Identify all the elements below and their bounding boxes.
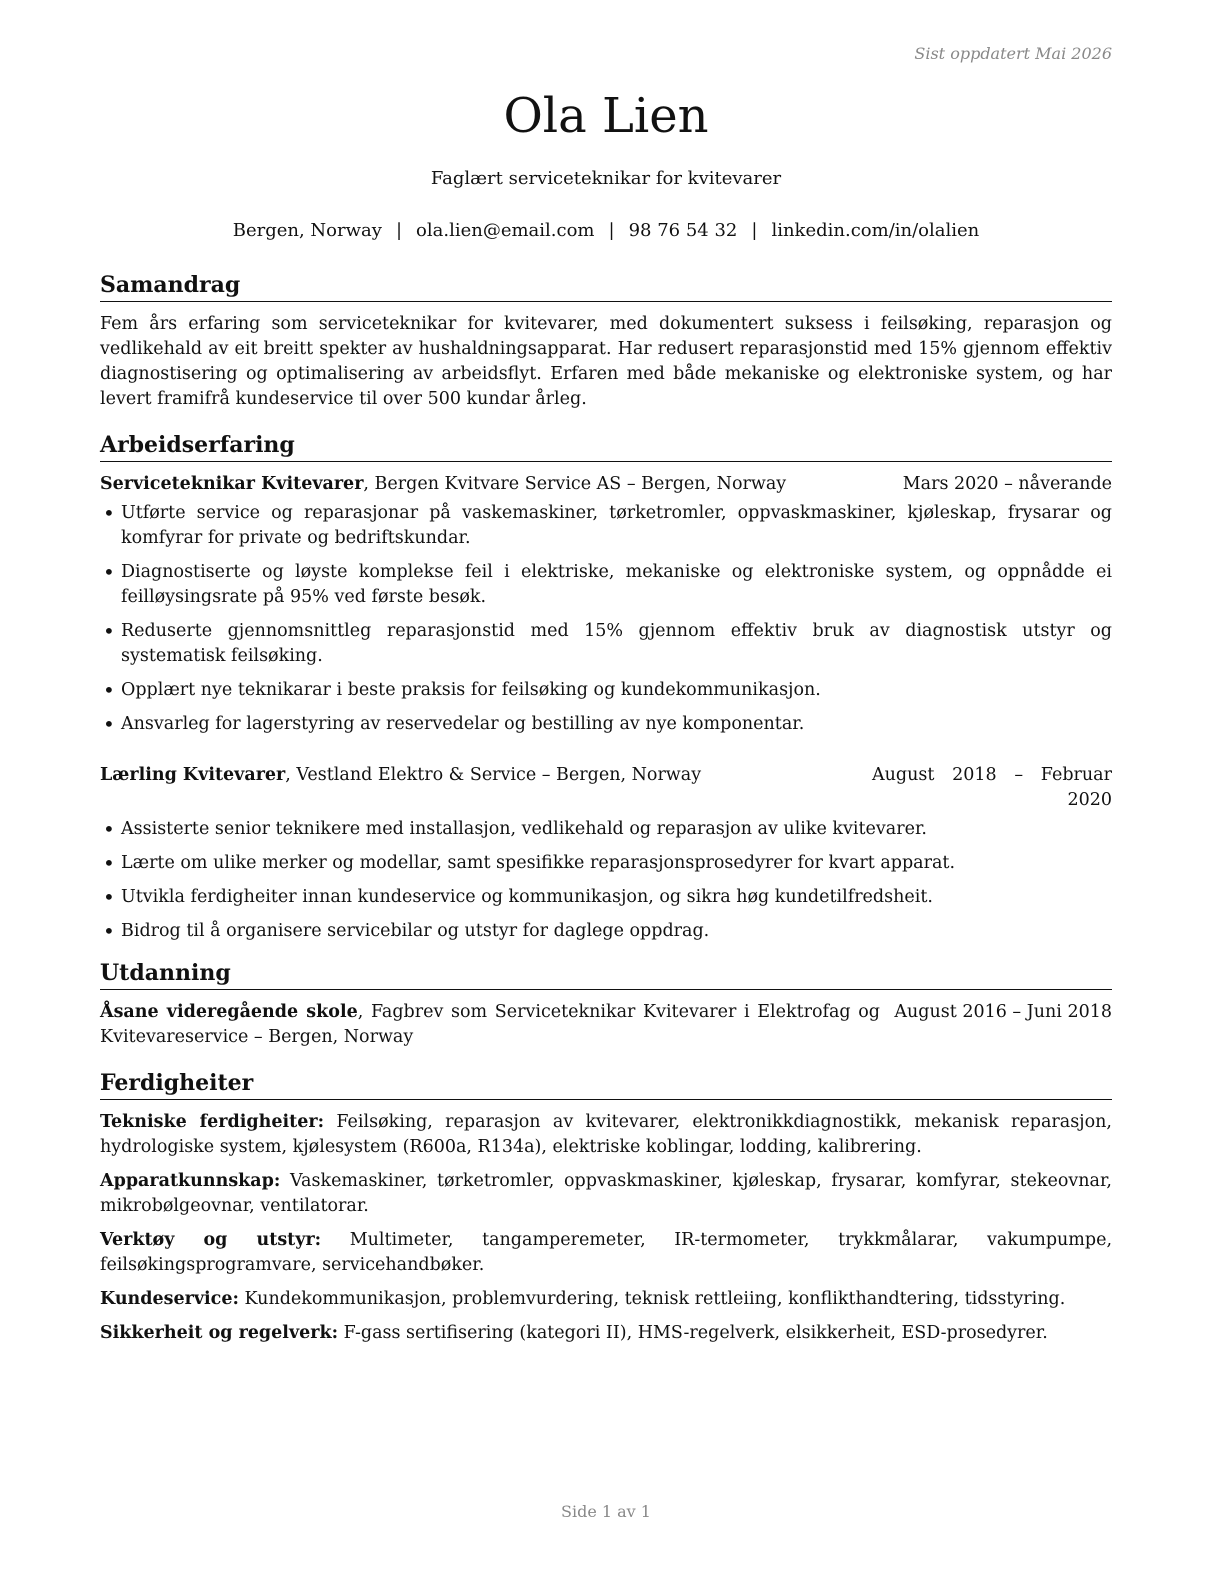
education-dates: August 2016 – Juni 2018	[894, 1002, 1112, 1022]
skill-text: Multimeter, tangamperemeter, IR-termometer, trykkmålarar, vakumpumpe, feilsøkingsprogramvare, servicehandbøker.	[100, 1230, 1113, 1275]
last-updated: Sist oppdatert Mai 2026	[914, 44, 1112, 63]
contact-linkedin[interactable]: linkedin.com/in/olalien	[771, 220, 980, 241]
section-title: Ferdigheiter	[100, 1068, 1112, 1100]
candidate-name: Ola Lien	[503, 88, 709, 144]
job-role: Serviceteknikar Kvitevarer	[100, 474, 364, 494]
skill-label: Kundeservice:	[100, 1289, 239, 1309]
list-item: • Lærte om ulike merker og modellar, samt spesifikke reparasjonsprosedyrer for kvart apparat.	[100, 851, 1112, 876]
job-entry	[100, 472, 1112, 737]
job-dates: Mars 2020 – nåverande	[902, 474, 1112, 494]
summary-text: Fem års erfaring som serviceteknikar for kvitevarer, med dokumentert suksess i feilsøking, reparasjon og vedlikehald av eit breitt spekter av hushaldningsapparat. Har redusert reparasjonstid med 15% gjennom effektiv diagnostisering og optimalisering av arbeidsflyt. Erfaren med både mekaniske og elektroniske system, og har levert framifrå kundeservice til over 500 kundar årleg.	[100, 314, 1112, 409]
contact-email[interactable]: ola.lien@email.com	[416, 220, 595, 241]
list-item: • Reduserte gjennomsnittleg reparasjonstid med 15% gjennom effektiv bruk av diagnostisk utstyr og systematisk feilsøking.	[100, 619, 1112, 669]
skill-label: Tekniske ferdigheiter:	[100, 1112, 325, 1132]
contact-line	[100, 220, 1112, 241]
list-item: • Diagnostiserte og løyste komplekse feil i elektriske, mekaniske og elektroniske system, og oppnådde ei feilløysingsrate på 95% ved første besøk.	[100, 560, 1112, 610]
section-title: Utdanning	[100, 958, 1112, 990]
job-bullets	[100, 817, 1112, 944]
skill-text: F-gass sertifisering (kategori II), HMS-regelverk, elsikkerheit, ESD-prosedyrer.	[338, 1323, 1048, 1343]
skill-item	[100, 1169, 1112, 1219]
job-role: Lærling Kvitevarer	[100, 765, 286, 785]
list-item: • Assisterte senior teknikere med installasjon, vedlikehald og reparasjon av ulike kvitevarer.	[100, 817, 1112, 842]
list-item: • Utførte service og reparasjonar på vaskemaskiner, tørketromler, oppvaskmaskiner, kjøleskap, frysarar og komfyrar for private og bedriftskundar.	[100, 501, 1112, 551]
contact-separator: |	[751, 220, 758, 241]
list-item: • Utvikla ferdigheiter innan kundeservice og kommunikasjon, og sikra høg kundetilfredsheit.	[100, 885, 1112, 910]
list-item: • Opplært nye teknikarar i beste praksis for feilsøking og kundekommunikasjon.	[100, 678, 1112, 703]
job-header	[100, 763, 1112, 813]
job-bullets	[100, 501, 1112, 737]
job-dates: August 2018 – Februar 2020	[872, 765, 1112, 810]
skill-item	[100, 1321, 1112, 1346]
contact-phone: 98 76 54 32	[628, 220, 738, 241]
skill-text: Vaskemaskiner, tørketromler, oppvaskmaskiner, kjøleskap, frysarar, komfyrar, stekeovnar, mikrobølgeovnar, ventilatorar.	[100, 1171, 1112, 1216]
skill-item	[100, 1287, 1112, 1312]
skill-item	[100, 1110, 1112, 1160]
job-employer: , Bergen Kvitvare Service AS – Bergen, Norway	[363, 474, 787, 494]
resume-content	[100, 270, 1112, 1358]
skill-label: Sikkerheit og regelverk:	[100, 1323, 339, 1343]
contact-separator: |	[608, 220, 615, 241]
list-item: • Ansvarleg for lagerstyring av reservedelar og bestilling av nye komponentar.	[100, 712, 1112, 737]
education-details: , Fagbrev som Serviceteknikar Kvitevarer i Elektrofag og Kvitevareservice – Bergen, Norway	[100, 1002, 880, 1047]
job-title-line	[100, 763, 701, 813]
skills-section	[100, 1068, 1112, 1346]
candidate-tagline: Faglært serviceteknikar for kvitevarer	[430, 168, 782, 189]
education-section	[100, 958, 1112, 1050]
job-employer: , Vestland Elektro & Service – Bergen, Norway	[285, 765, 702, 785]
education-line	[100, 1000, 880, 1050]
section-title: Samandrag	[100, 270, 1112, 302]
skill-label: Apparatkunnskap:	[100, 1171, 281, 1191]
section-title: Arbeidserfaring	[100, 430, 1112, 462]
page-number: Side 1 av 1	[561, 1502, 651, 1521]
list-item: • Bidrog til å organisere servicebilar og utstyr for daglege oppdrag.	[100, 919, 1112, 944]
job-entry	[100, 763, 1112, 944]
summary-section	[100, 270, 1112, 412]
skill-text: Kundekommunikasjon, problemvurdering, teknisk rettleiing, konflikthandtering, tidsstyring.	[238, 1289, 1066, 1309]
education-entry	[100, 1000, 1112, 1050]
skill-text: Feilsøking, reparasjon av kvitevarer, elektronikkdiagnostikk, mekanisk reparasjon, hydrologiske system, kjølesystem (R600a, R134a), elektriske koblingar, lodding, kalibrering.	[100, 1112, 1112, 1157]
job-header	[100, 472, 1112, 497]
contact-location: Bergen, Norway	[232, 220, 382, 241]
school-name: Åsane videregående skole	[100, 1002, 358, 1022]
experience-section	[100, 430, 1112, 944]
skill-item	[100, 1228, 1112, 1278]
skill-label: Verktøy og utstyr:	[100, 1230, 322, 1250]
contact-separator: |	[395, 220, 403, 241]
job-title-line	[100, 472, 786, 497]
